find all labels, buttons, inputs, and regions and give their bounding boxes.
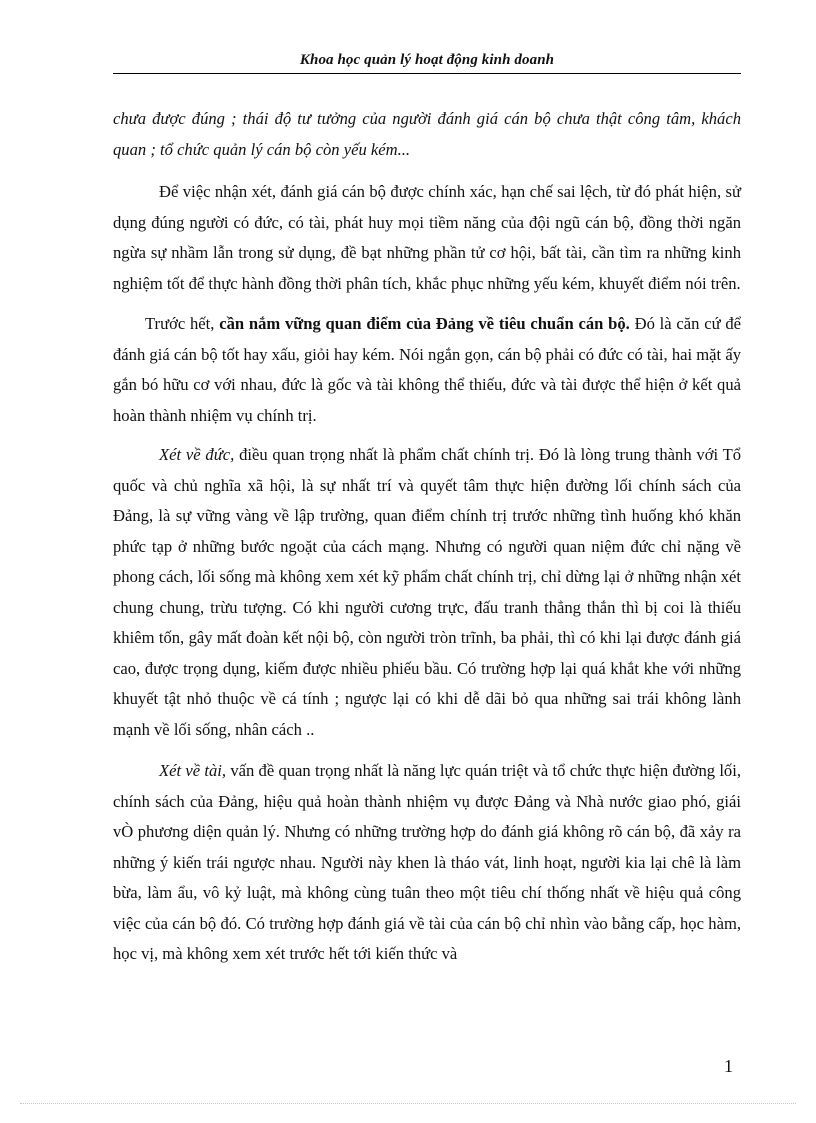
paragraph-continuation: chưa được đúng ; thái độ tư tưởng của người đánh giá cán bộ chưa thật công tâm, khách quan ; tổ chức quản lý cán bộ còn yếu kém... [113, 109, 741, 159]
header-divider [113, 73, 741, 74]
italic-lead-virtue: Xét về đức, [159, 445, 235, 464]
paragraph-body-text: điều quan trọng nhất là phẩm chất chính trị. Đó là lòng trung thành với Tổ quốc và chủ nghĩa xã hội, là sự nhất trí và quyết tâm thực hiện đường lối chính sách của Đảng, là sự vững vàng về lập trường, quan điểm chính trị trước những tình huống khó khăn phức tạp ở những bước ngoặt của cách mạng. Nhưng có người quan niệm đức chỉ nặng về phong cách, lối sống mà không xem xét kỹ phẩm chất chính trị, chỉ dừng lại ở những nhận xét chung chung, trừu tượng. Có khi người cương trực, đấu tranh thẳng thắn thì bị coi là thiếu khiêm tốn, gây mất đoàn kết nội bộ, còn người tròn trĩnh, ba phải, thì có khi lại được đánh giá cao, được trọng dụng, kiếm được nhiều phiếu bầu. Có trường hợp lại quá khắt khe với những khuyết tật nhỏ thuộc về cá tính ; ngược lại có khi dễ dãi bỏ qua những sai trái không lành mạnh về lối sống, nhân cách .. [113, 445, 742, 739]
paragraph-body-text: vấn đề quan trọng nhất là năng lực quán triệt và tổ chức thực hiện đường lối, chính sách của Đảng, hiệu quả hoàn thành nhiệm vụ được Đảng và Nhà nước giao phó, giái vÒ phương diện quản lý. Nhưng có những trường hợp do đánh giá không rõ cán bộ, đã xảy ra những ý kiến trái ngược nhau. Người này khen là tháo vát, linh hoạt, người kia lại chê là làm bừa, làm ẩu, vô kỷ luật, mà không cùng tuân theo một tiêu chí thống nhất về hiệu quả công việc của cán bộ đó. Có trường hợp đánh giá về tài của cán bộ chỉ nhìn vào bằng cấp, học hàm, học vị, mà không xem xét trước hết tới kiến thức và [113, 761, 741, 963]
paragraph-party-standards [113, 309, 741, 431]
italic-lead-talent: Xét về tài, [159, 761, 227, 780]
footer-divider [20, 1103, 796, 1104]
page-number: 1 [724, 1056, 733, 1076]
document-body [113, 104, 741, 970]
running-header: Khoa học quản lý hoạt động kinh doanh [299, 52, 555, 68]
paragraph-intro-text: Trước hết, [145, 314, 220, 333]
paragraph-talent [113, 756, 741, 970]
paragraph-virtue [113, 440, 741, 745]
paragraph-body-text: Đó là căn cứ để đánh giá cán bộ tốt hay xấu, giỏi hay kém. Nói ngắn gọn, cán bộ phải có đức có tài, hai mặt ấy gắn bó hữu cơ với nhau, đức là gốc và tài không thể thiếu, đức và tài được thể hiện ở kết quả hoàn thành nhiệm vụ chính trị. [113, 314, 742, 425]
bold-emphasis: cần nắm vững quan điểm của Đảng về tiêu chuẩn cán bộ. [219, 314, 630, 333]
paragraph-evaluation-purpose: Để việc nhận xét, đánh giá cán bộ được chính xác, hạn chế sai lệch, từ đó phát hiện, sử dụng đúng người có đức, có tài, phát huy mọi tiềm năng của đội ngũ cán bộ, đồng thời ngăn ngừa sự nhầm lẫn trong sử dụng, đề bạt những phần tử cơ hội, bất tài, cần tìm ra những kinh nghiệm tốt để thực hành đồng thời phân tích, khắc phục những yếu kém, khuyết điểm nói trên. [113, 182, 741, 293]
